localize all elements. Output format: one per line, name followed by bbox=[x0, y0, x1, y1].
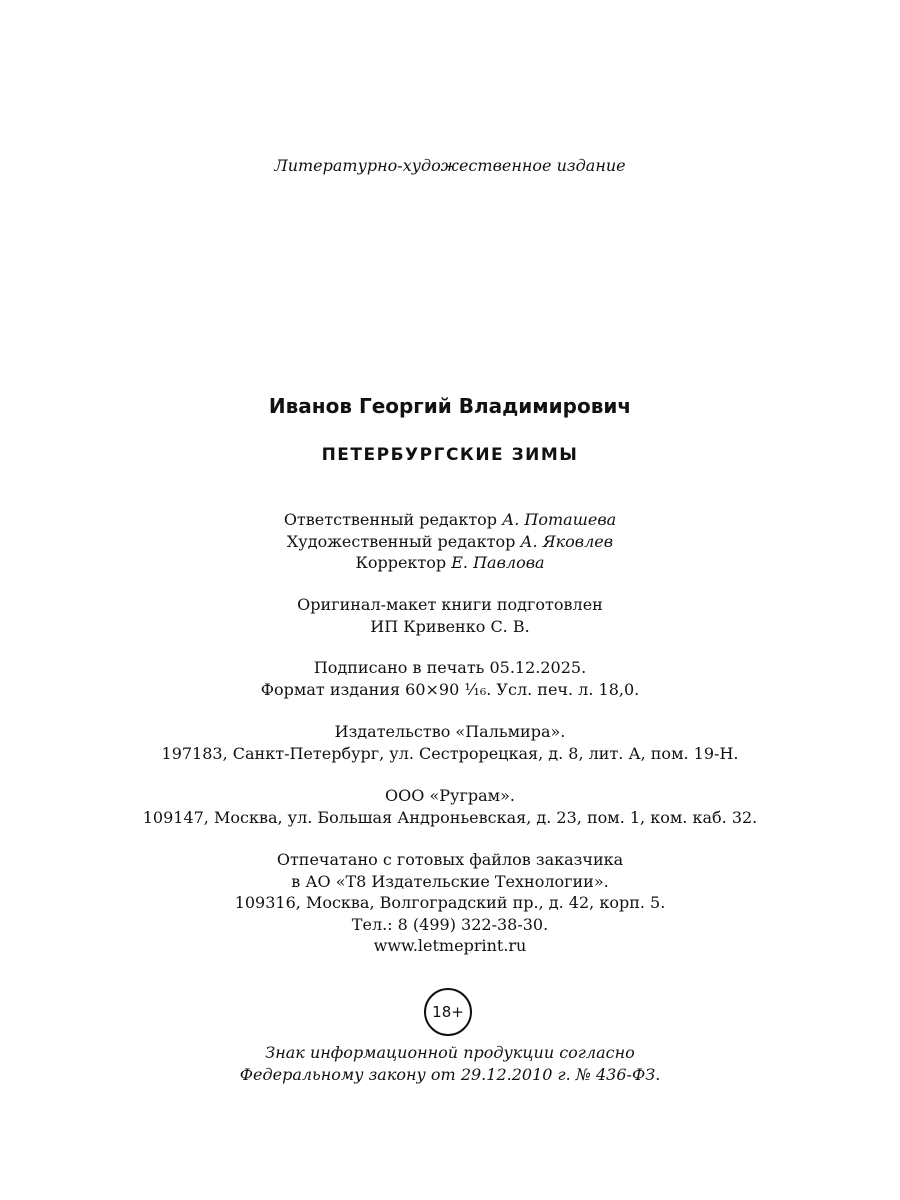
law-notice-line-2: Федеральному закону от 29.12.2010 г. № 436-ФЗ. bbox=[239, 1064, 661, 1084]
edition-type: Литературно-художественное издание bbox=[274, 156, 626, 175]
editors-block bbox=[0, 509, 900, 574]
publisher-address: 197183, Санкт-Петербург, ул. Сестрорецкая, д. 8, лит. А, пом. 19-Н. bbox=[161, 743, 739, 763]
publisher-name: Издательство «Пальмира». bbox=[334, 722, 566, 741]
age-rating-badge: 18+ bbox=[424, 988, 472, 1036]
printer-website: www.letmeprint.ru bbox=[373, 936, 527, 955]
responsible-editor-line bbox=[0, 509, 900, 531]
proofreader-line bbox=[0, 552, 900, 574]
signed-to-print: Подписано в печать 05.12.2025. bbox=[313, 658, 587, 677]
layout-line-2: ИП Кривенко С. В. bbox=[370, 616, 530, 636]
proofreader-label: Корректор bbox=[355, 553, 452, 572]
law-notice-line-1: Знак информационной продукции согласно bbox=[265, 1043, 635, 1062]
author-name: Иванов Георгий Владимирович bbox=[268, 394, 632, 418]
printer-phone: Тел.: 8 (499) 322-38-30. bbox=[351, 914, 549, 934]
printer-line-2: в АО «Т8 Издательские Технологии». bbox=[291, 871, 609, 891]
responsible-editor-name: А. Поташева bbox=[502, 510, 617, 529]
printer-address: 109316, Москва, Волгоградский пр., д. 42, корп. 5. bbox=[234, 893, 666, 912]
publisher-block bbox=[0, 721, 900, 764]
art-editor-line bbox=[0, 531, 900, 553]
printing-block bbox=[0, 657, 900, 700]
printer-block bbox=[0, 849, 900, 957]
ltd-address: 109147, Москва, ул. Большая Андроньевская, д. 23, пом. 1, ком. каб. 32. bbox=[142, 807, 758, 827]
proofreader-name: Е. Павлова bbox=[451, 553, 545, 572]
art-editor-name: А. Яковлев bbox=[520, 531, 614, 551]
ltd-block bbox=[0, 785, 900, 828]
layout-line-1: Оригинал-макет книги подготовлен bbox=[297, 595, 603, 614]
ltd-name: ООО «Руграм». bbox=[385, 786, 515, 805]
art-editor-label: Художественный редактор bbox=[286, 531, 521, 551]
responsible-editor-label: Ответственный редактор bbox=[283, 510, 503, 529]
book-title: ПЕТЕРБУРГСКИЕ ЗИМЫ bbox=[321, 445, 579, 465]
law-notice-block bbox=[0, 1042, 900, 1085]
edition-format: Формат издания 60×90 ¹⁄₁₆. Усл. печ. л. 18,0. bbox=[260, 679, 640, 699]
layout-block bbox=[0, 594, 900, 637]
printer-line-1: Отпечатано с готовых файлов заказчика bbox=[276, 850, 624, 869]
